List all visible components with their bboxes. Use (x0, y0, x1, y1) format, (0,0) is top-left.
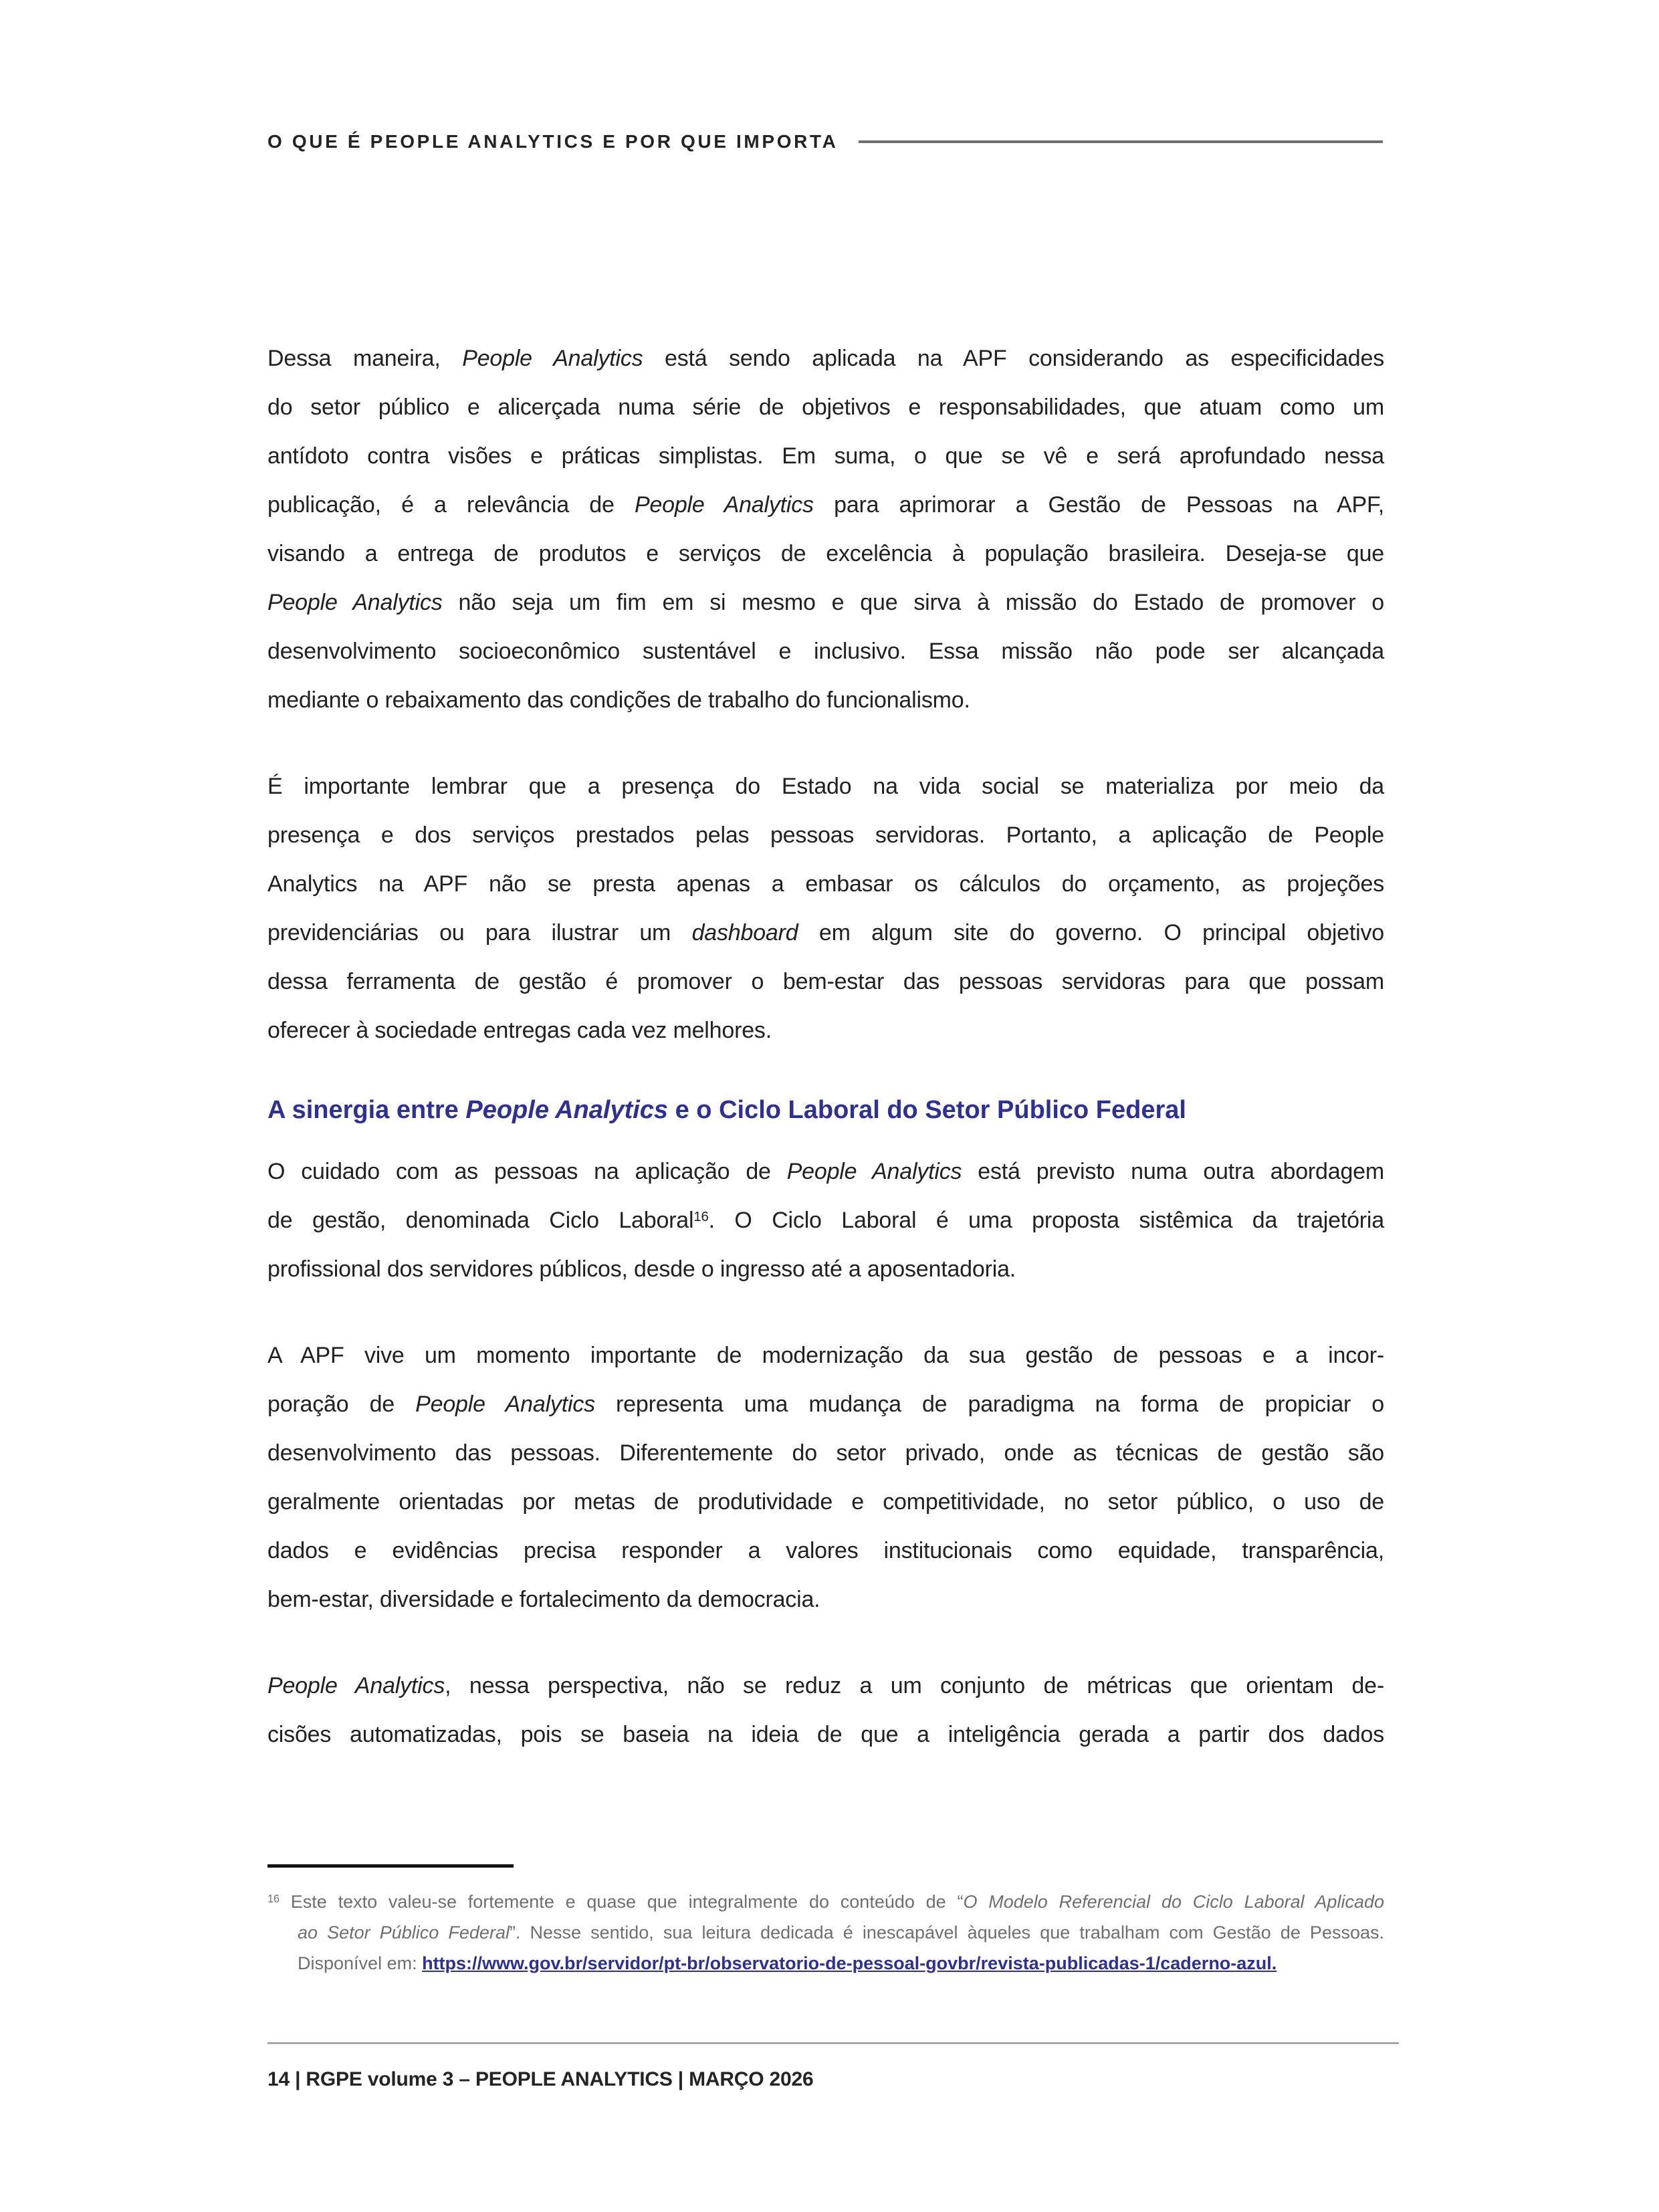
text-line (267, 1429, 1384, 1478)
footer-rule (267, 2042, 1399, 2044)
text-line (267, 1575, 1384, 1624)
text-line (267, 676, 1384, 725)
text-segment: dessa ferramenta de gestão é promover o bem-estar das pessoas servidoras para que possam (267, 969, 1384, 994)
text-segment: desenvolvimento das pessoas. Diferentemente do setor privado, onde as técnicas de gestão são (267, 1440, 1384, 1466)
text-segment: presença e dos serviços prestados pelas pessoas servidoras. Portanto, a aplicação de People (267, 822, 1384, 848)
text-segment: O cuidado com as pessoas na aplicação de (267, 1159, 787, 1184)
text-line (267, 432, 1384, 481)
footnote-separator-rule (267, 1864, 514, 1868)
text-line (267, 1147, 1384, 1196)
text-segment: ”. Nesse sentido, sua leitura dedicada é inescapável àqueles que trabalham com Gestão de Pessoas. (509, 1922, 1384, 1943)
running-header (267, 131, 1383, 152)
text-segment: está previsto numa outra abordagem (962, 1159, 1385, 1184)
page-footer (267, 2042, 1399, 2091)
footnote-section (267, 1864, 1384, 1979)
text-segment: do setor público e alicerçada numa série de objetivos e responsabilidades, que atuam como um (267, 395, 1384, 420)
text-segment: É importante lembrar que a presença do Estado na vida social se materializa por meio da (267, 774, 1384, 799)
body-paragraph (267, 762, 1384, 1055)
text-segment: geralmente orientadas por metas de produtividade e competitividade, no setor público, o uso de (267, 1489, 1384, 1515)
text-segment: People Analytics (634, 492, 814, 518)
superscript-marker: 16 (693, 1209, 709, 1224)
body-paragraph (267, 1662, 1384, 1759)
text-line (267, 1948, 1384, 1979)
running-header-rule (859, 140, 1384, 143)
text-line (267, 1331, 1384, 1380)
text-line (267, 1917, 1384, 1948)
text-line (267, 1245, 1384, 1294)
text-segment: People Analytics (786, 1159, 962, 1184)
text-segment: dashboard (691, 920, 798, 946)
text-segment: dados e evidências precisa responder a valores institucionais como equidade, transparência, (267, 1538, 1384, 1563)
text-line (267, 481, 1384, 530)
text-segment: cisões automatizadas, pois se baseia na ideia de que a inteligência gerada a partir dos dados (267, 1722, 1384, 1747)
text-segment: para aprimorar a Gestão de Pessoas na APF, (813, 492, 1384, 518)
text-line (267, 860, 1384, 909)
text-line (267, 1380, 1384, 1429)
text-segment: desenvolvimento socioeconômico sustentável e inclusivo. Essa missão não pode ser alcançada (267, 639, 1384, 664)
text-segment: Disponível em: (298, 1953, 423, 1973)
text-line (267, 1662, 1384, 1710)
text-segment: representa uma mudança de paradigma na forma de propiciar o (594, 1392, 1384, 1417)
text-line (267, 1196, 1384, 1245)
text-line (267, 578, 1384, 627)
text-segment: está sendo aplicada na APF considerando as especificidades (643, 346, 1385, 371)
text-segment: Este texto valeu-se fortemente e quase que integralmente do conteúdo de “ (280, 1892, 964, 1912)
text-segment: Analytics na APF não se presta apenas a embasar os cálculos do orçamento, as projeções (267, 871, 1384, 897)
text-line (267, 1886, 1384, 1917)
text-line (267, 627, 1384, 676)
superscript-marker: 16 (267, 1892, 280, 1905)
text-segment: oferecer à sociedade entregas cada vez melhores. (267, 1018, 772, 1043)
text-line (267, 1093, 1384, 1127)
running-header-title: O QUE É PEOPLE ANALYTICS E POR QUE IMPORTA (267, 131, 839, 152)
text-segment: mediante o rebaixamento das condições de trabalho do funcionalismo. (267, 687, 970, 713)
body-paragraph (267, 1147, 1384, 1294)
text-line (267, 1478, 1384, 1527)
text-segment: O Modelo Referencial do Ciclo Laboral Aplicado (963, 1892, 1384, 1912)
text-segment: e o Ciclo Laboral do Setor Público Federal (668, 1096, 1186, 1124)
text-line (267, 530, 1384, 578)
text-segment: previdenciárias ou para ilustrar um (267, 920, 692, 946)
text-segment: People Analytics (462, 346, 643, 371)
body-paragraph (267, 1331, 1384, 1624)
section-heading (267, 1093, 1384, 1127)
text-segment: antídoto contra visões e práticas simplistas. Em suma, o que se vê e será aprofundado nessa (267, 443, 1384, 469)
text-line (267, 1710, 1384, 1759)
footnote-link[interactable]: https://www.gov.br/servidor/pt-br/observatorio-de-pessoal-govbr/revista-publicadas-1/caderno-azul. (422, 1953, 1277, 1973)
text-line (267, 383, 1384, 432)
text-line (267, 762, 1384, 811)
text-line (267, 1527, 1384, 1575)
footer-text: 14 | RGPE volume 3 – PEOPLE ANALYTICS | MARÇO 2026 (267, 2068, 814, 2090)
text-segment: poração de (267, 1392, 416, 1417)
text-segment: , nessa perspectiva, não se reduz a um conjunto de métricas que orientam de- (445, 1673, 1384, 1698)
text-segment: não seja um fim em si mesmo e que sirva à missão do Estado de promover o (442, 590, 1385, 615)
text-segment: People Analytics (415, 1392, 595, 1417)
text-segment: em algum site do governo. O principal objetivo (798, 920, 1384, 946)
text-segment: . O Ciclo Laboral é uma proposta sistêmica da trajetória (708, 1208, 1384, 1233)
text-segment: Dessa maneira, (267, 346, 463, 371)
text-segment: A APF vive um momento importante de modernização da sua gestão de pessoas e a incor- (267, 1343, 1384, 1368)
text-segment: People Analytics (267, 590, 443, 615)
text-line (267, 334, 1384, 383)
text-line (267, 909, 1384, 958)
text-segment: People Analytics (465, 1096, 669, 1124)
text-line (267, 958, 1384, 1006)
text-segment: ao Setor Público Federal (298, 1922, 510, 1943)
text-segment: People Analytics (267, 1673, 445, 1698)
text-line (267, 811, 1384, 860)
body-paragraph (267, 334, 1384, 725)
text-segment: profissional dos servidores públicos, desde o ingresso até a aposentadoria. (267, 1256, 1016, 1282)
text-line (267, 1006, 1384, 1055)
text-segment: de gestão, denominada Ciclo Laboral (267, 1208, 694, 1233)
body-blocks (267, 334, 1384, 1759)
text-segment: visando a entrega de produtos e serviços de excelência à população brasileira. Deseja-se que (267, 541, 1384, 566)
page-content (267, 334, 1384, 1759)
text-segment: publicação, é a relevância de (267, 492, 635, 518)
footnote-lines (267, 1886, 1384, 1979)
text-segment: bem-estar, diversidade e fortalecimento da democracia. (267, 1587, 820, 1612)
text-segment: A sinergia entre (267, 1096, 466, 1124)
